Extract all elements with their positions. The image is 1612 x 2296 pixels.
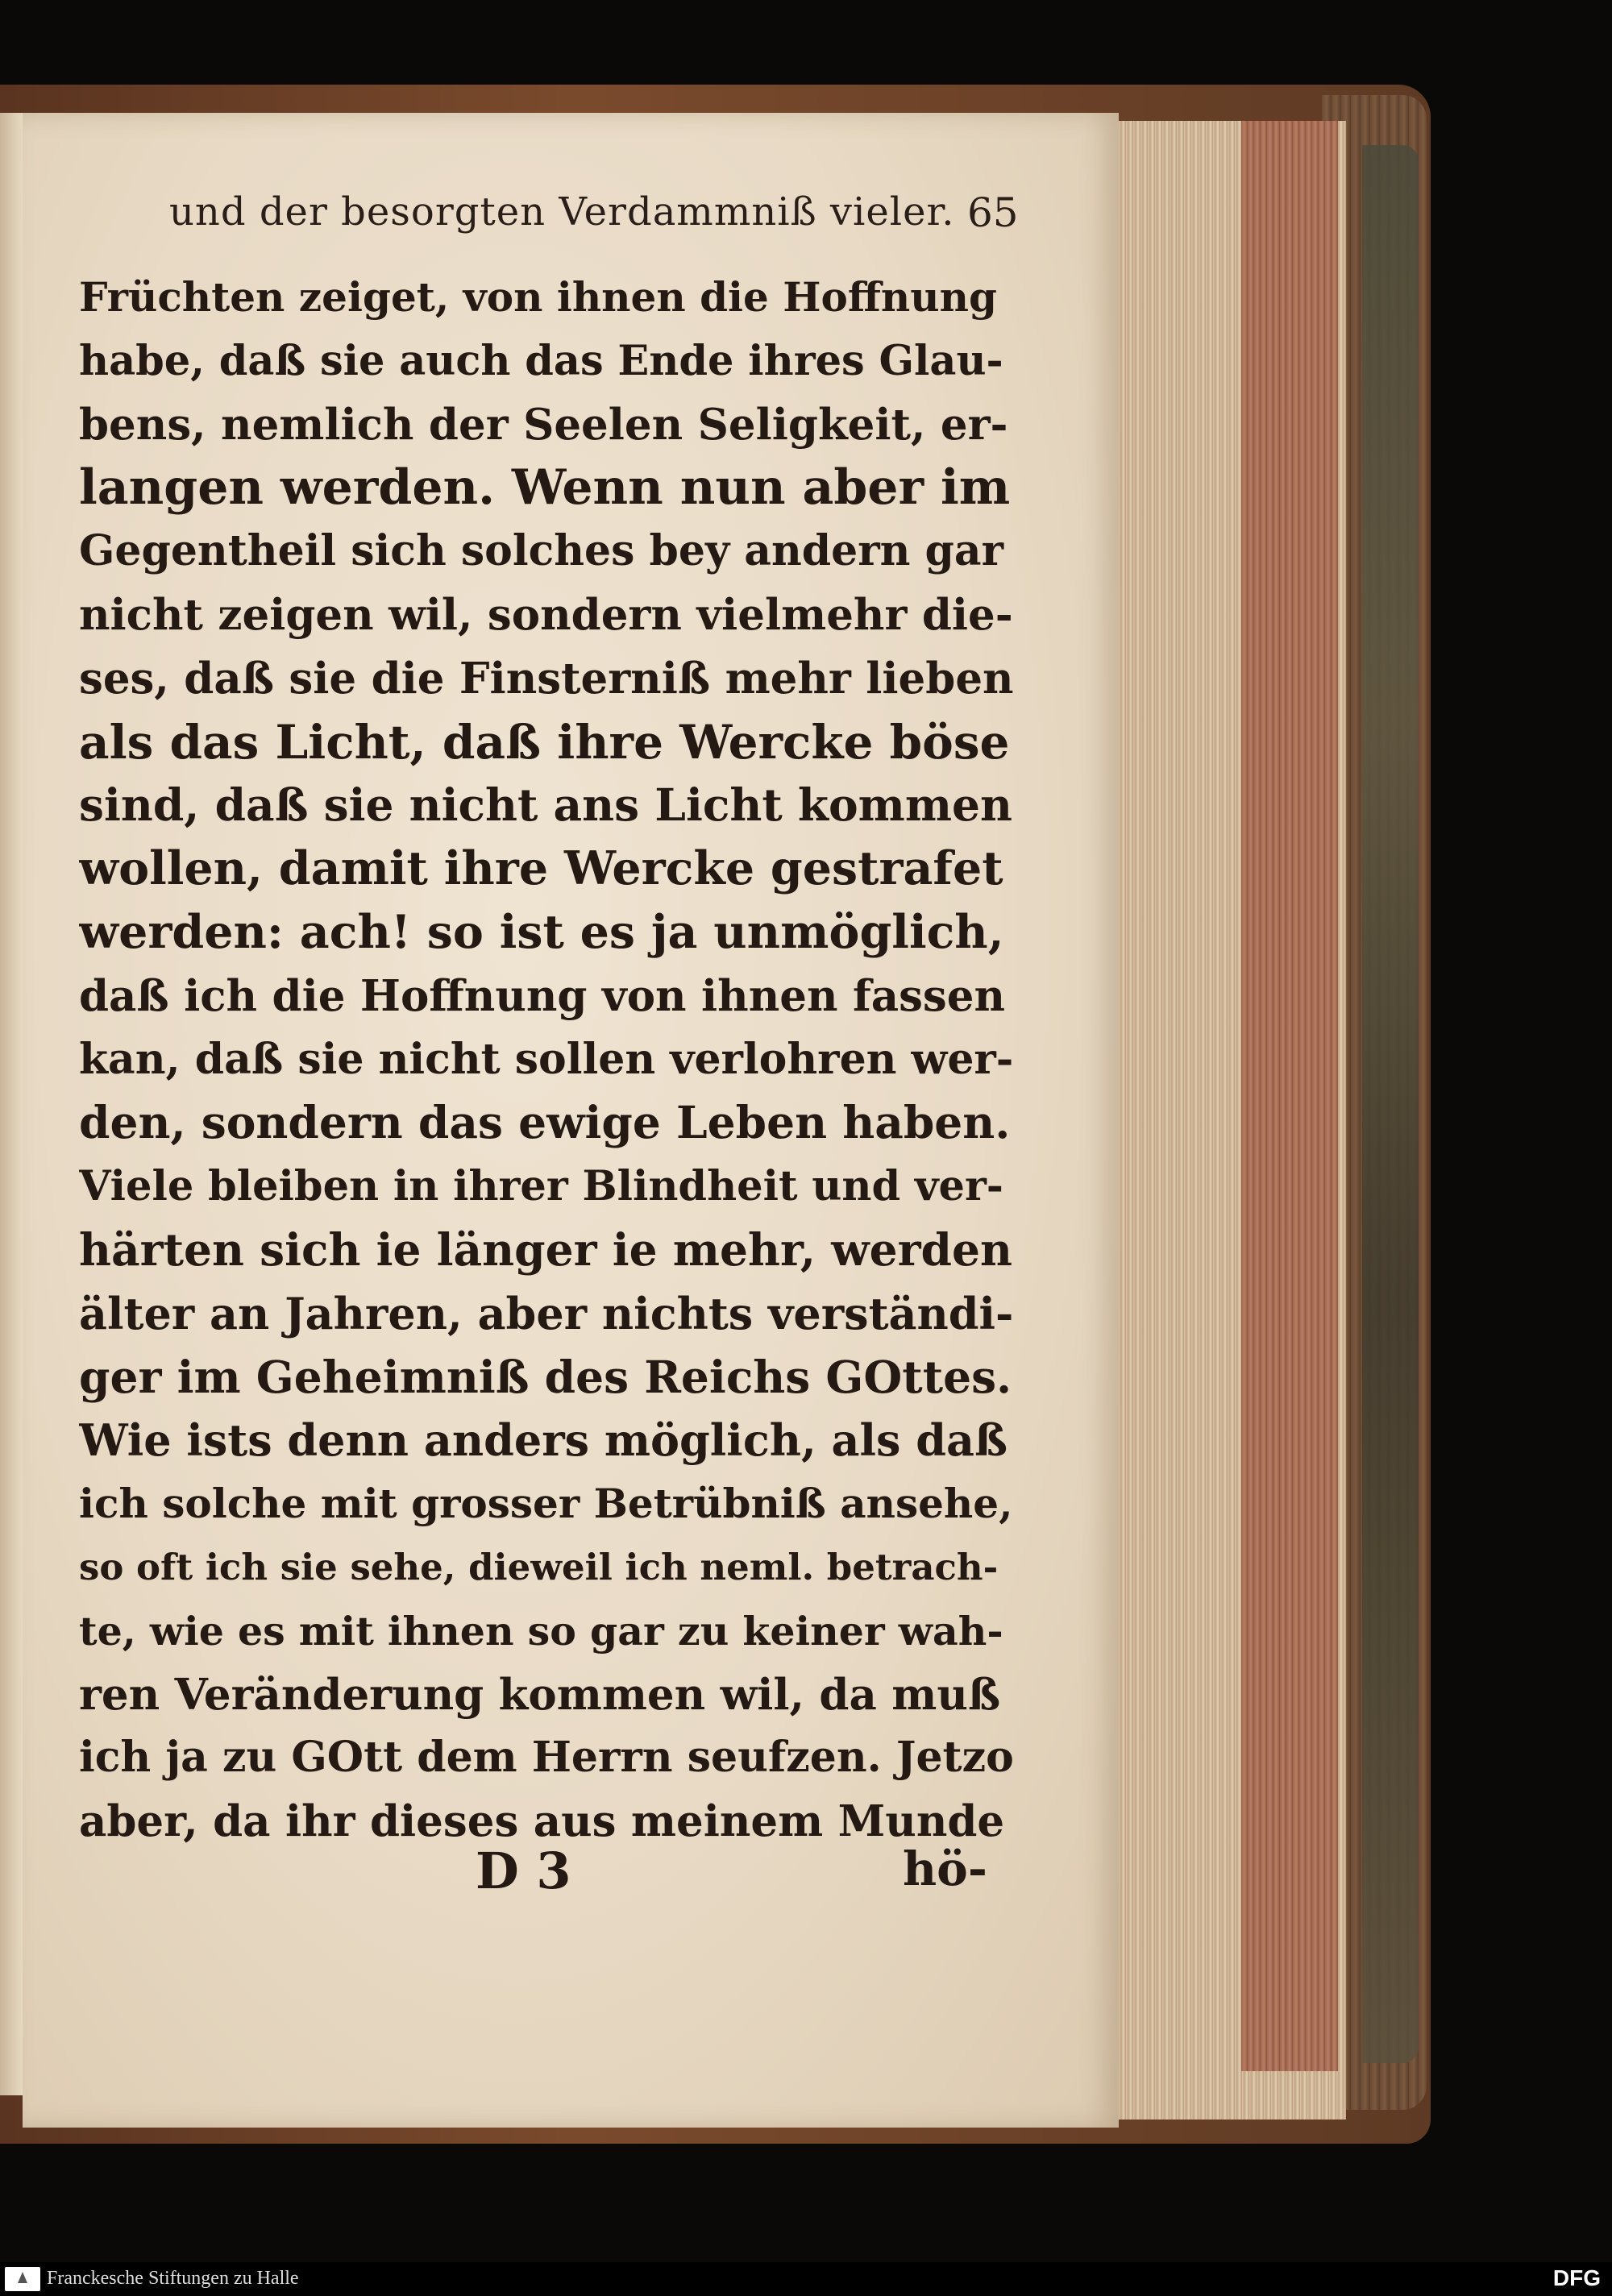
text-line: älter an Jahren, aber nichts verständi- <box>79 1287 1014 1339</box>
text-line: Gegentheil sich solches bey andern gar <box>79 526 1003 576</box>
text-line: ren Veränderung kommen wil, da muß <box>79 1669 1001 1720</box>
text-line: wollen, damit ihre Wercke gestrafet <box>79 841 1003 896</box>
page-number: 65 <box>967 189 1019 236</box>
text-line: ich ja zu GOtt dem Herrn seufzen. Jetzo <box>79 1733 1014 1783</box>
text-line: kan, daß sie nicht sollen verlohren wer- <box>79 1034 1014 1084</box>
text-line: te, wie es mit ihnen so gar zu keiner wah- <box>79 1607 1003 1655</box>
text-line: den, sondern das ewige Leben haben. <box>79 1096 1011 1149</box>
body-text <box>79 266 1014 1854</box>
text-line: Viele bleiben in ihrer Blindheit und ver- <box>79 1162 1003 1211</box>
text-line: aber, da ihr dieses aus meinem Munde <box>79 1796 1005 1847</box>
text-line: nicht zeigen wil, sondern vielmehr die- <box>79 589 1013 640</box>
institution-logo-icon <box>5 2267 40 2291</box>
text-line: langen werden. Wenn nun aber im <box>79 459 1011 517</box>
red-page-edges <box>1241 121 1338 2071</box>
signature-mark: D 3 <box>476 1841 571 1900</box>
text-line: so oft ich sie sehe, dieweil ich neml. betrach- <box>79 1545 999 1588</box>
text-line: daß ich die Hoffnung von ihnen fassen <box>79 970 1006 1021</box>
text-line: habe, daß sie auch das Ende ihres Glau- <box>79 336 1003 385</box>
institution-name: Franckesche Stiftungen zu Halle <box>47 2268 299 2289</box>
dfg-badge: DFG <box>1552 2265 1601 2290</box>
cover-marbling <box>1362 145 1419 2063</box>
text-line: als das Licht, daß ihre Wercke böse <box>79 714 1010 770</box>
catchword: hö- <box>903 1841 987 1896</box>
text-line: bens, nemlich der Seelen Seligkeit, er- <box>79 399 1008 450</box>
text-line: ich solche mit grosser Betrübniß ansehe, <box>79 1480 1013 1528</box>
text-line: Früchten zeiget, von ihnen die Hoffnung <box>79 273 997 321</box>
left-page-edge <box>0 113 23 2095</box>
text-line: ger im Geheimniß des Reichs GOttes. <box>79 1350 1012 1403</box>
text-line: härten sich ie länger ie mehr, werden <box>79 1223 1012 1276</box>
text-line: sind, daß sie nicht ans Licht kommen <box>79 778 1013 832</box>
text-line: werden: ach! so ist es ja unmöglich, <box>79 904 1004 959</box>
text-line: Wie ists denn anders möglich, als daß <box>79 1414 1008 1467</box>
text-line: ses, daß sie die Finsterniß mehr lieben <box>79 653 1014 704</box>
running-header: und der besorgten Verdammniß vieler. <box>169 189 955 235</box>
